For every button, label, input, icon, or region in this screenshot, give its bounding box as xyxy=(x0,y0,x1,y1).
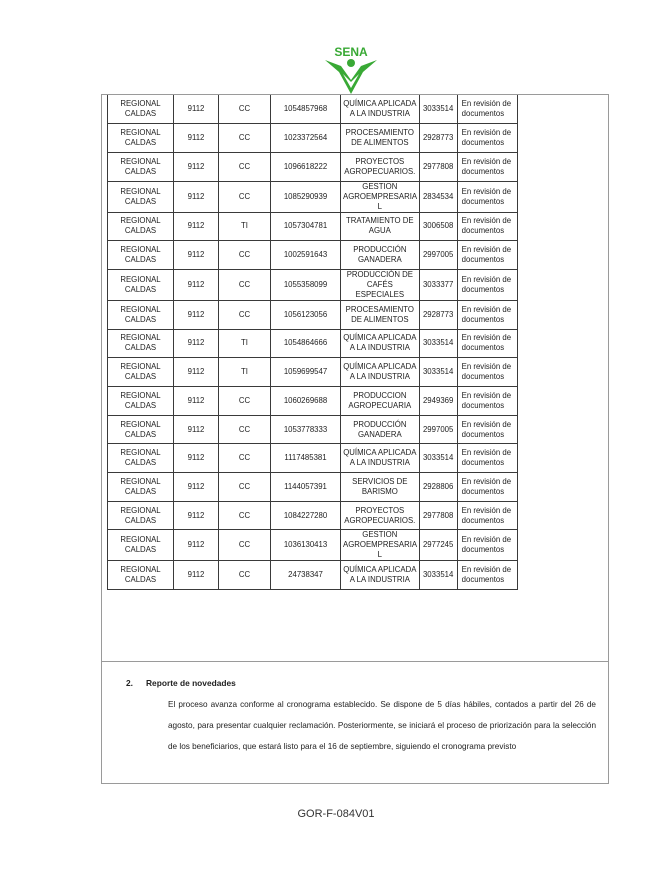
table-row xyxy=(108,530,518,561)
cell-program: SERVICIOS DE BARISMO xyxy=(341,473,420,502)
cell-regional: REGIONAL CALDAS xyxy=(108,269,174,300)
cell-sheet: 2997005 xyxy=(419,415,457,444)
cell-status: En revisión de documentos xyxy=(457,300,517,329)
cell-sheet: 2997005 xyxy=(419,241,457,270)
cell-sheet: 2928806 xyxy=(419,473,457,502)
cell-code: 9112 xyxy=(174,387,219,416)
table-row xyxy=(108,241,518,270)
cell-doc-number: 1002591643 xyxy=(271,241,341,270)
cell-code: 9112 xyxy=(174,329,219,358)
cell-code: 9112 xyxy=(174,124,219,153)
cell-code: 9112 xyxy=(174,501,219,530)
cell-status: En revisión de documentos xyxy=(457,152,517,181)
cell-program: PROYECTOS AGROPECUARIOS. xyxy=(341,501,420,530)
form-code: GOR-F-084V01 xyxy=(297,808,375,820)
cell-status: En revisión de documentos xyxy=(457,329,517,358)
cell-program: GESTION AGROEMPRESARIA L xyxy=(341,181,420,212)
cell-program: PRODUCCIÓN GANADERA xyxy=(341,241,420,270)
cell-doc-type: CC xyxy=(219,561,271,590)
cell-regional: REGIONAL CALDAS xyxy=(108,387,174,416)
cell-status: En revisión de documentos xyxy=(457,124,517,153)
cell-regional: REGIONAL CALDAS xyxy=(108,152,174,181)
cell-program: QUÍMICA APLICADA A LA INDUSTRIA xyxy=(341,444,420,473)
table-row xyxy=(108,95,518,124)
cell-code: 9112 xyxy=(174,358,219,387)
cell-doc-type: CC xyxy=(219,530,271,561)
cell-status: En revisión de documentos xyxy=(457,212,517,241)
cell-regional: REGIONAL CALDAS xyxy=(108,358,174,387)
cell-doc-type: TI xyxy=(219,358,271,387)
cell-regional: REGIONAL CALDAS xyxy=(108,300,174,329)
sena-logo xyxy=(321,44,381,96)
cell-doc-number: 1084227280 xyxy=(271,501,341,530)
cell-regional: REGIONAL CALDAS xyxy=(108,95,174,124)
cell-doc-number: 1117485381 xyxy=(271,444,341,473)
cell-code: 9112 xyxy=(174,300,219,329)
cell-doc-type: CC xyxy=(219,473,271,502)
cell-program: QUÍMICA APLICADA A LA INDUSTRIA xyxy=(341,95,420,124)
cell-doc-type: CC xyxy=(219,152,271,181)
cell-doc-number: 1054857968 xyxy=(271,95,341,124)
cell-doc-number: 1055358099 xyxy=(271,269,341,300)
beneficiaries-table-body xyxy=(108,95,518,590)
cell-doc-type: CC xyxy=(219,415,271,444)
cell-code: 9112 xyxy=(174,269,219,300)
table-row xyxy=(108,501,518,530)
table-row xyxy=(108,269,518,300)
cell-doc-number: 1085290939 xyxy=(271,181,341,212)
cell-doc-type: CC xyxy=(219,444,271,473)
cell-doc-type: TI xyxy=(219,329,271,358)
table-row xyxy=(108,415,518,444)
cell-program: TRATAMIENTO DE AGUA xyxy=(341,212,420,241)
table-row xyxy=(108,152,518,181)
cell-doc-number: 1054864666 xyxy=(271,329,341,358)
cell-code: 9112 xyxy=(174,415,219,444)
section-title: Reporte de novedades xyxy=(146,678,236,688)
cell-code: 9112 xyxy=(174,241,219,270)
cell-regional: REGIONAL CALDAS xyxy=(108,473,174,502)
cell-doc-type: CC xyxy=(219,241,271,270)
section-number: 2. xyxy=(126,678,133,688)
table-row xyxy=(108,473,518,502)
cell-status: En revisión de documentos xyxy=(457,387,517,416)
cell-sheet: 2834534 xyxy=(419,181,457,212)
cell-regional: REGIONAL CALDAS xyxy=(108,181,174,212)
cell-doc-type: CC xyxy=(219,269,271,300)
cell-code: 9112 xyxy=(174,181,219,212)
cell-regional: REGIONAL CALDAS xyxy=(108,241,174,270)
table-row xyxy=(108,181,518,212)
cell-status: En revisión de documentos xyxy=(457,181,517,212)
cell-regional: REGIONAL CALDAS xyxy=(108,124,174,153)
cell-regional: REGIONAL CALDAS xyxy=(108,329,174,358)
cell-doc-number: 24738347 xyxy=(271,561,341,590)
cell-status: En revisión de documentos xyxy=(457,444,517,473)
cell-regional: REGIONAL CALDAS xyxy=(108,501,174,530)
table-row xyxy=(108,329,518,358)
cell-doc-number: 1096618222 xyxy=(271,152,341,181)
cell-program: PROCESAMIENTO DE ALIMENTOS xyxy=(341,124,420,153)
cell-status: En revisión de documentos xyxy=(457,530,517,561)
cell-program: PROCESAMIENTO DE ALIMENTOS xyxy=(341,300,420,329)
sena-logo-text: SENA xyxy=(334,45,368,59)
cell-doc-type: CC xyxy=(219,300,271,329)
cell-regional: REGIONAL CALDAS xyxy=(108,212,174,241)
cell-program: PRODUCCION AGROPECUARIA xyxy=(341,387,420,416)
cell-sheet: 2928773 xyxy=(419,124,457,153)
cell-sheet: 2977245 xyxy=(419,530,457,561)
cell-doc-type: CC xyxy=(219,124,271,153)
cell-program: PRODUCCIÓN DE CAFÉS ESPECIALES xyxy=(341,269,420,300)
cell-sheet: 2949369 xyxy=(419,387,457,416)
table-row xyxy=(108,387,518,416)
cell-program: QUÍMICA APLICADA A LA INDUSTRIA xyxy=(341,561,420,590)
table-row xyxy=(108,300,518,329)
cell-program: QUÍMICA APLICADA A LA INDUSTRIA xyxy=(341,358,420,387)
sena-logo-head xyxy=(347,59,355,67)
cell-sheet: 3033514 xyxy=(419,95,457,124)
cell-sheet: 3006508 xyxy=(419,212,457,241)
cell-program: GESTION AGROEMPRESARIA L xyxy=(341,530,420,561)
cell-sheet: 3033514 xyxy=(419,358,457,387)
cell-status: En revisión de documentos xyxy=(457,473,517,502)
cell-doc-type: CC xyxy=(219,181,271,212)
cell-code: 9112 xyxy=(174,561,219,590)
table-row xyxy=(108,212,518,241)
news-report-section xyxy=(126,673,596,757)
table-row xyxy=(108,561,518,590)
cell-status: En revisión de documentos xyxy=(457,358,517,387)
section-paragraph: El proceso avanza conforme al cronograma establecido. Se dispone de 5 días hábiles, contados a partir del 26 de agosto, para presentar cualquier reclamación. Posteriormente, se iniciará el proceso de priorización para la selección de los beneficiarios, que estará listo para el 16 de septiembre, siguiendo el cronograma previsto xyxy=(168,700,596,751)
cell-doc-type: CC xyxy=(219,501,271,530)
cell-doc-number: 1023372564 xyxy=(271,124,341,153)
cell-code: 9112 xyxy=(174,530,219,561)
cell-doc-number: 1036130413 xyxy=(271,530,341,561)
section-divider xyxy=(102,661,608,662)
cell-doc-type: TI xyxy=(219,212,271,241)
beneficiaries-table xyxy=(107,95,518,590)
document-frame xyxy=(101,94,609,784)
cell-status: En revisión de documentos xyxy=(457,95,517,124)
cell-program: PRODUCCIÓN GANADERA xyxy=(341,415,420,444)
cell-program: QUÍMICA APLICADA A LA INDUSTRIA xyxy=(341,329,420,358)
cell-status: En revisión de documentos xyxy=(457,241,517,270)
cell-doc-number: 1056123056 xyxy=(271,300,341,329)
table-row xyxy=(108,444,518,473)
cell-code: 9112 xyxy=(174,152,219,181)
cell-sheet: 3033377 xyxy=(419,269,457,300)
cell-regional: REGIONAL CALDAS xyxy=(108,415,174,444)
cell-regional: REGIONAL CALDAS xyxy=(108,530,174,561)
cell-code: 9112 xyxy=(174,95,219,124)
cell-sheet: 2928773 xyxy=(419,300,457,329)
cell-doc-number: 1057304781 xyxy=(271,212,341,241)
cell-code: 9112 xyxy=(174,473,219,502)
cell-doc-type: CC xyxy=(219,95,271,124)
cell-regional: REGIONAL CALDAS xyxy=(108,561,174,590)
cell-doc-number: 1059699547 xyxy=(271,358,341,387)
table-row xyxy=(108,358,518,387)
cell-doc-number: 1060269688 xyxy=(271,387,341,416)
table-row xyxy=(108,124,518,153)
cell-code: 9112 xyxy=(174,212,219,241)
cell-sheet: 2977808 xyxy=(419,501,457,530)
cell-regional: REGIONAL CALDAS xyxy=(108,444,174,473)
cell-code: 9112 xyxy=(174,444,219,473)
cell-status: En revisión de documentos xyxy=(457,415,517,444)
cell-status: En revisión de documentos xyxy=(457,561,517,590)
cell-doc-number: 1053778333 xyxy=(271,415,341,444)
cell-status: En revisión de documentos xyxy=(457,501,517,530)
cell-doc-type: CC xyxy=(219,387,271,416)
cell-sheet: 3033514 xyxy=(419,561,457,590)
cell-sheet: 3033514 xyxy=(419,444,457,473)
cell-sheet: 2977808 xyxy=(419,152,457,181)
cell-sheet: 3033514 xyxy=(419,329,457,358)
section-heading xyxy=(126,673,596,694)
cell-status: En revisión de documentos xyxy=(457,269,517,300)
cell-doc-number: 1144057391 xyxy=(271,473,341,502)
cell-program: PROYECTOS AGROPECUARIOS. xyxy=(341,152,420,181)
